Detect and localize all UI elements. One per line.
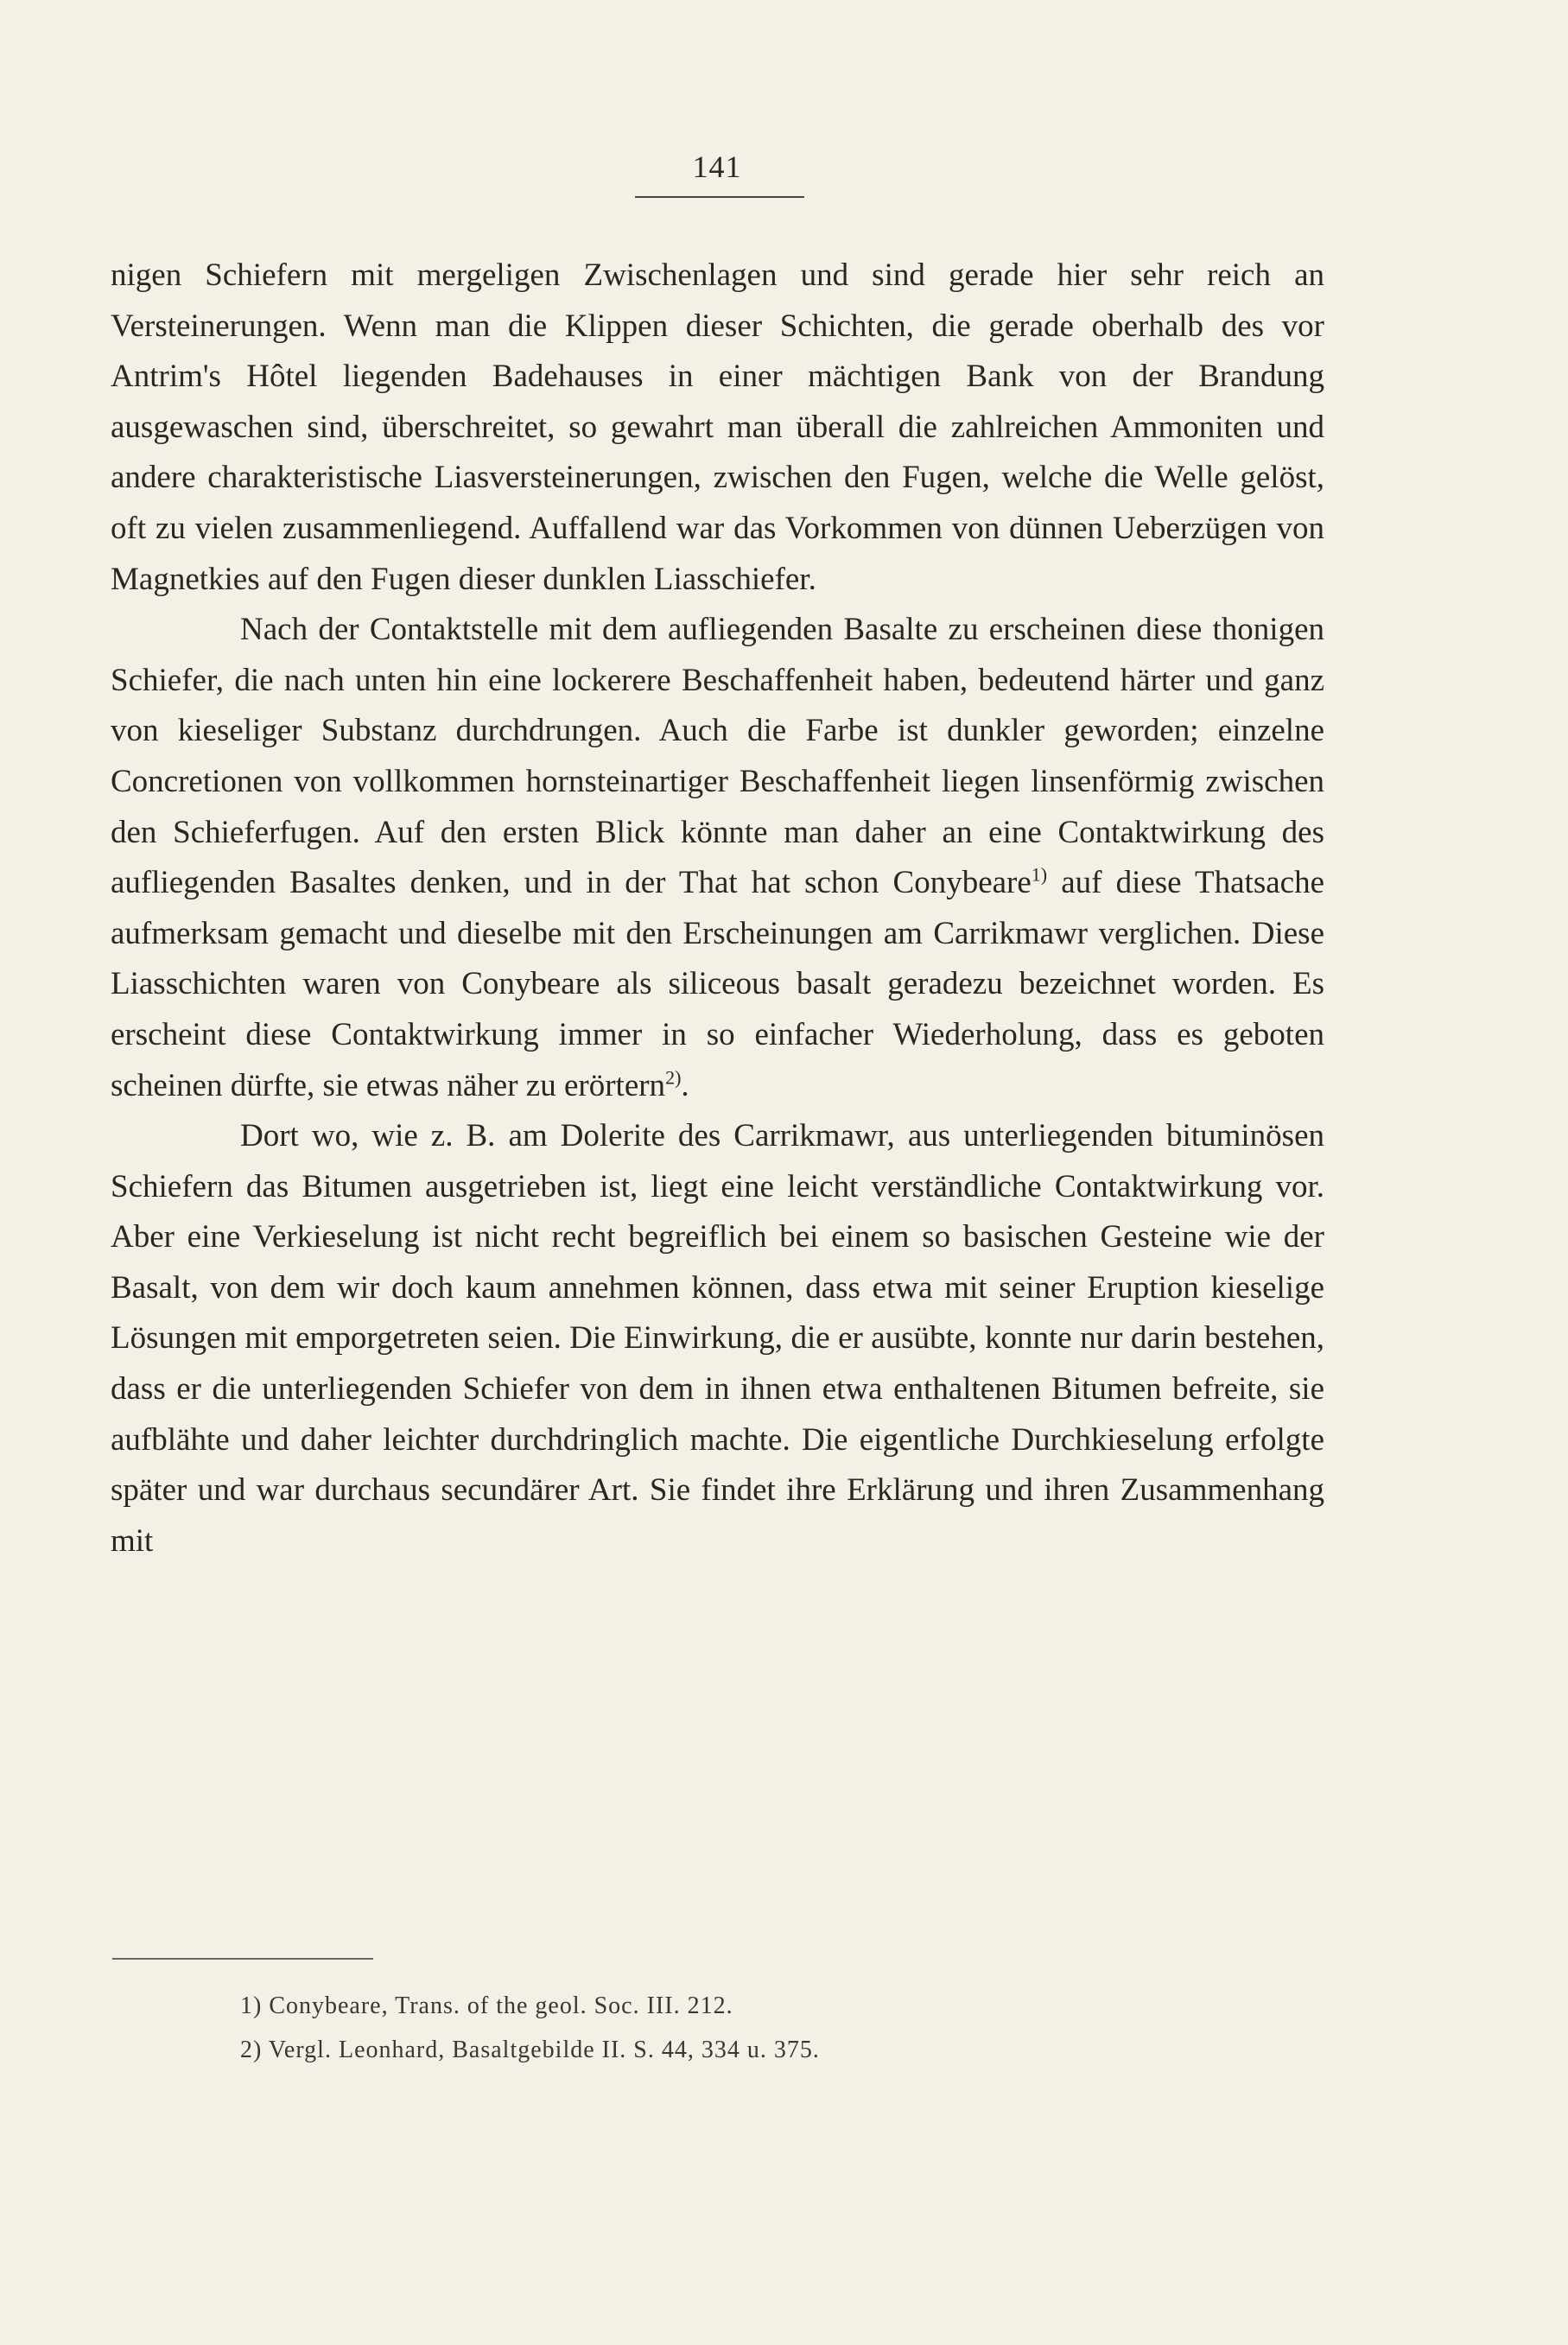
footnotes (240, 1984, 1190, 2072)
paragraph-2-part-1: Nach der Contaktstelle mit dem aufliegenden Basalte zu erscheinen diese thonigen Schiefer, die nach unten hin eine lockerere Beschaffenheit haben, bedeutend härter und ganz von kieseliger Substanz durchdrungen. Auch die Farbe ist dunkler geworden; einzelne Concretionen von vollkommen hornsteinartiger Beschaffenheit liegen linsenförmig zwischen den Schieferfugen. Auf den ersten Blick könnte man daher an eine Contaktwirkung des aufliegenden Basaltes denken, und in der That hat schon Conybeare (111, 612, 1324, 901)
paragraph-2-part-3: . (681, 1067, 689, 1103)
paragraph-1: nigen Schiefern mit mergeligen Zwischenlagen und sind gerade hier sehr reich an Versteinerungen. Wenn man die Klippen dieser Schichten, die gerade oberhalb des vor Antrim's Hôtel liegenden Badehauses in einer mächtigen Bank von der Brandung ausgewaschen sind, überschreitet, so gewahrt man überall die zahlreichen Ammoniten und andere charakteristische Liasversteinerungen, zwischen den Fugen, welche die Welle gelöst, oft zu vielen zusammenliegend. Auffallend war das Vorkommen von dünnen Ueberzügen von Magnetkies auf den Fugen dieser dunklen Liasschiefer. (111, 257, 1324, 597)
paragraph-2 (111, 605, 1324, 1111)
footnote-rule (112, 1958, 373, 1960)
footnote-2: 2) Vergl. Leonhard, Basaltgebilde II. S. 44, 334 u. 375. (240, 2037, 820, 2063)
paragraph-2-part-2: auf diese Thatsache aufmerksam gemacht und dieselbe mit den Erscheinungen am Carrikmawr verglichen. Diese Liasschichten waren von Conybeare als siliceous basalt geradezu bezeichnet worden. Es erscheint diese Contaktwirkung immer in so einfacher Wiederholung, dass es geboten scheinen dürfte, sie etwas näher zu erörtern (111, 865, 1324, 1103)
header-rule (635, 196, 804, 198)
page-number: 141 (692, 149, 742, 184)
body-text (111, 251, 1324, 1567)
footnote-ref-2: 2) (665, 1066, 682, 1089)
paragraph-3: Dort wo, wie z. B. am Dolerite des Carrikmawr, aus unterliegenden bituminösen Schiefern das Bitumen ausgetrieben ist, liegt eine leicht verständliche Contaktwirkung vor. Aber eine Verkieselung ist nicht recht begreiflich bei einem so basischen Gesteine wie der Basalt, von dem wir doch kaum annehmen können, dass etwa mit seiner Eruption kieselige Lösungen mit emporgetreten seien. Die Einwirkung, die er ausübte, konnte nur darin bestehen, dass er die unterliegenden Schiefer von dem in ihnen etwa enthaltenen Bitumen befreite, sie aufblähte und daher leichter durchdringlich machte. Die eigentliche Durchkieselung erfolgte später und war durchaus secundärer Art. Sie findet ihre Erklärung und ihren Zusammenhang mit (111, 1118, 1324, 1559)
footnote-1: 1) Conybeare, Trans. of the geol. Soc. III. 212. (240, 1992, 733, 2019)
footnote-ref-1: 1) (1031, 863, 1048, 886)
